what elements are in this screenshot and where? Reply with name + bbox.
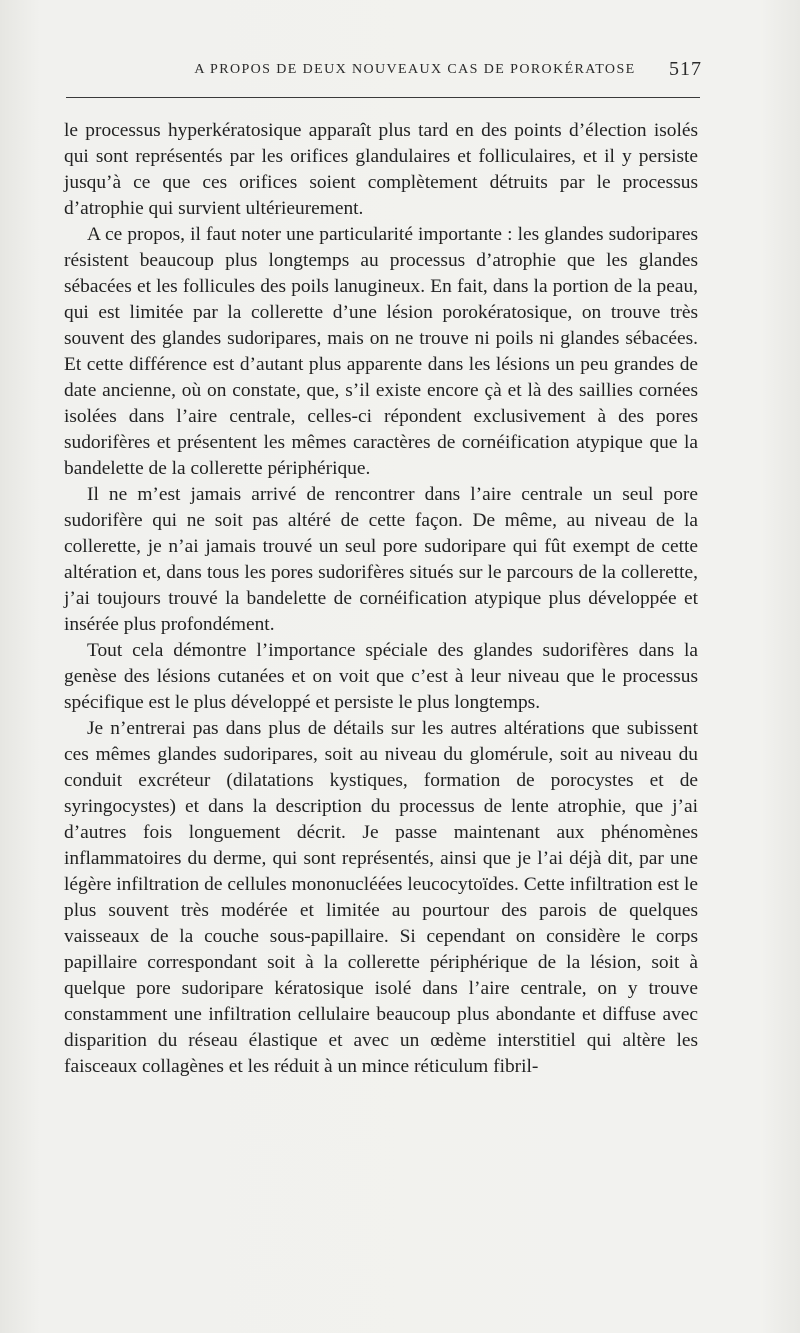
paragraph-4: Tout cela démontre l’importance spéciale des glandes sudorifères dans la genèse des lésions cutanées et on voit que c’est à leur niveau que le processus spécifique est le plus développé et persiste le plus longtemps. [64,640,698,713]
paragraph-5: Je n’entrerai pas dans plus de détails sur les autres altérations que subissent ces mêmes glandes sudoripares, soit au niveau du glomérule, soit au niveau du conduit excréteur (dilatations kystiques, formation de porocystes et de syringocystes) et dans la description du processus de lente atrophie, que j’ai d’autres fois longuement décrit. Je passe maintenant aux phénomènes inflammatoires du derme, qui sont représentés, ainsi que je l’ai déjà dit, par une légère infiltration de cellules mononucléées leucocytoïdes. Cette infiltration est le plus souvent très modérée et limitée au pourtour des parois de quelques vaisseaux de la couche sous-papillaire. Si cependant on considère le corps papillaire correspondant soit à la collerette périphérique de la lésion, soit à quelque pore sudoripare kératosique isolé dans l’aire centrale, on y trouve constamment une infiltration cellulaire beaucoup plus abondante et diffuse avec disparition du réseau élastique et avec un œdème interstitiel qui altère les faisceaux collagènes et les réduit à un mince réticulum fibril- [64,718,698,1077]
body-text [64,118,698,1080]
paragraph-3: Il ne m’est jamais arrivé de rencontrer dans l’aire centrale un seul pore sudorifère qui ne soit pas altéré de cette façon. De même, au niveau de la collerette, je n’ai jamais trouvé un seul pore sudoripare qui fût exempt de cette altération et, dans tous les pores sudorifères situés sur le parcours de la collerette, j’ai toujours trouvé la bandelette de cornéification atypique plus développée et insérée plus profondément. [64,484,698,635]
page-number: 517 [669,58,702,80]
paragraph-2: A ce propos, il faut noter une particularité importante : les glandes sudoripares résistent beaucoup plus longtemps au processus d’atrophie que les glandes sébacées et les follicules des poils lanugineux. En fait, dans la portion de la peau, qui est limitée par la collerette d’une lésion porokératosique, on trouve très souvent des glandes sudoripares, mais on ne trouve ni poils ni glandes sébacées. Et cette différence est d’autant plus apparente dans les lésions un peu grandes de date ancienne, où on constate, que, s’il existe encore çà et là des saillies cornées isolées dans l’aire centrale, celles-ci répondent exclusivement à des pores sudorifères et présentent les mêmes caractères de cornéification atypique que la bandelette de la collerette périphérique. [64,224,698,479]
paragraph-1: le processus hyperkératosique apparaît plus tard en des points d’élection isolés qui sont représentés par les orifices glandulaires et folliculaires, et il y persiste jusqu’à ce que ces orifices soient complètement détruits par le processus d’atrophie qui survient ultérieurement. [64,120,698,219]
header-rule [66,97,700,98]
running-head-title: A PROPOS DE DEUX NOUVEAUX CAS DE POROKÉRATOSE [194,62,636,77]
